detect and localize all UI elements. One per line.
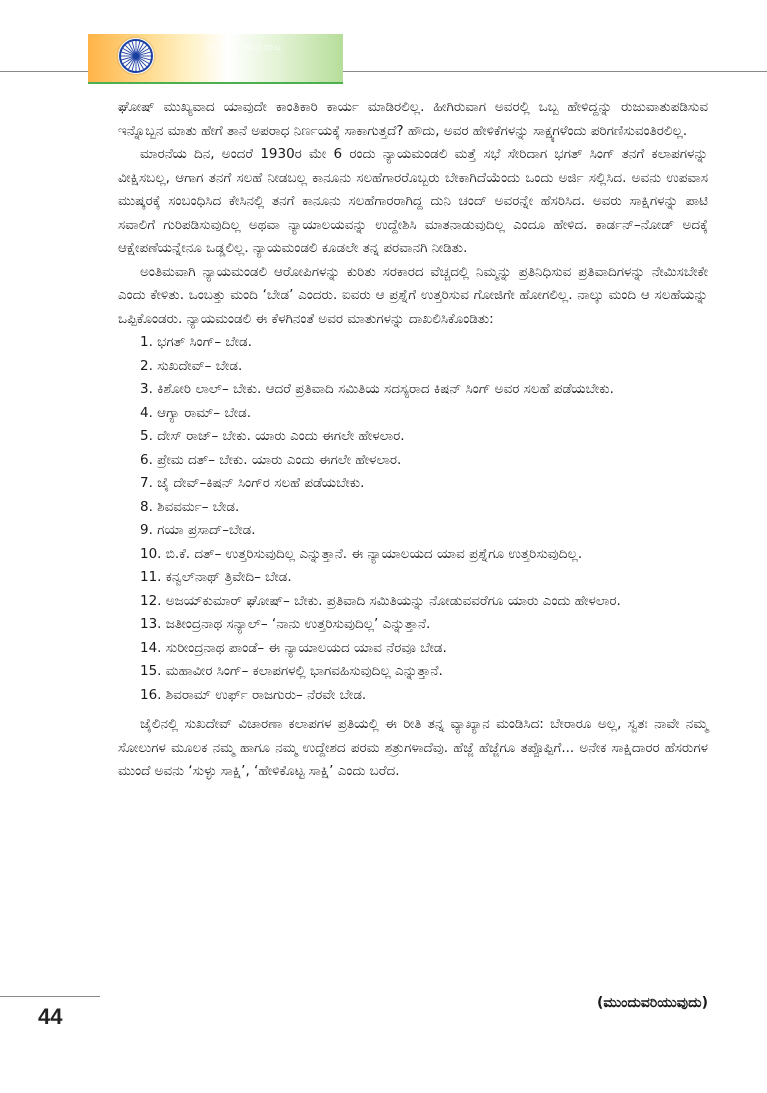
- list-item: 7. ಜೈ ದೇವ್–ಕಿಷನ್ ಸಿಂಗ್‌ರ ಸಲಹೆ ಪಡೆಯಬೇಕು.: [140, 475, 365, 491]
- list-item: 11. ಕನ್ವಲ್‌ನಾಥ್ ತ್ರಿವೇದಿ– ಬೇಡ.: [140, 569, 292, 585]
- list-item: 1. ಭಗತ್ ಸಿಂಗ್– ಬೇಡ.: [140, 334, 252, 350]
- header-ghost-title: ಸ್ವಾತಂತ್ರ್ಯ ಹೋರಾಟ: [206, 40, 283, 53]
- list-item: 3. ಕಿಶೋರಿ ಲಾಲ್– ಬೇಕು. ಆದರೆ ಪ್ರತಿವಾದಿ ಸಮಿತಿಯ ಸದಸ್ಯರಾದ ಕಿಷನ್ ಸಿಂಗ್ ಅವರ ಸಲಹೆ ಪಡೆಯಬೇಕು.: [140, 381, 614, 397]
- list-item: 12. ಅಜಯ್‌ಕುಮಾರ್ ಘೋಷ್– ಬೇಕು. ಪ್ರತಿವಾದಿ ಸಮಿತಿಯನ್ನು ನೋಡುವವರೆಗೂ ಯಾರು ಎಂದು ಹೇಳಲಾರ.: [140, 592, 621, 609]
- list-item: 9. ಗಯಾ ಪ್ರಸಾದ್–ಬೇಡ.: [140, 522, 256, 538]
- list-item: 2. ಸುಖದೇವ್– ಬೇಡ.: [140, 357, 243, 374]
- ashoka-chakra-icon: [118, 38, 154, 74]
- list-item: 13. ಜತೀಂದ್ರನಾಥ ಸನ್ಯಾಲ್– ‘ನಾನು ಉತ್ತರಿಸುವುದಿಲ್ಲ’ ಎನ್ನುತ್ತಾನೆ.: [140, 616, 431, 632]
- list-item: 10. ಬಿ.ಕೆ. ದತ್– ಉತ್ತರಿಸುವುದಿಲ್ಲ ಎನ್ನುತ್ತಾನೆ. ಈ ನ್ಯಾಯಾಲಯದ ಯಾವ ಪ್ರಶ್ನೆಗೂ ಉತ್ತರಿಸುವುದಿಲ್ಲ.: [140, 545, 583, 562]
- article-body: [118, 96, 708, 784]
- list-item: 5. ದೇಸ್ ರಾಜ್– ಬೇಕು. ಯಾರು ಎಂದು ಈಗಲೇ ಹೇಳಲಾರ.: [140, 428, 405, 444]
- list-item: 15. ಮಹಾವೀರ ಸಿಂಗ್– ಕಲಾಪಗಳಲ್ಲಿ ಭಾಗವಹಿಸುವುದಿಲ್ಲ ಎನ್ನುತ್ತಾನೆ.: [140, 663, 443, 679]
- paragraph-3: ಅಂತಿಮವಾಗಿ ನ್ಯಾಯಮಂಡಲಿ ಆರೋಪಿಗಳನ್ನು ಕುರಿತು ಸರಕಾರದ ವೆಚ್ಚದಲ್ಲಿ ನಿಮ್ಮನ್ನು ಪ್ರತಿನಿಧಿಸುವ ಪ್ರತಿವಾದಿಗಳನ್ನು ನೇಮಿಸಬೇಕೇ ಎಂದು ಕೇಳಿತು. ಒಂಬತ್ತು ಮಂದಿ ‘ಬೇಡ’ ಎಂದರು. ಐವರು ಆ ಪ್ರಶ್ನೆಗೆ ಉತ್ತರಿಸುವ ಗೋಜಿಗೇ ಹೋಗಲಿಲ್ಲ. ನಾಲ್ಕು ಮಂದಿ ಆ ಸಲಹೆಯನ್ನು ಒಪ್ಪಿಕೊಂಡರು. ನ್ಯಾಯಮಂಡಲಿ ಈ ಕೆಳಗಿನಂತೆ ಅವರ ಮಾತುಗಳನ್ನು ದಾಖಲಿಸಿಕೊಂಡಿತು:: [118, 263, 708, 327]
- list-item: 6. ಪ್ರೇಮ ದತ್– ಬೇಕು. ಯಾರು ಎಂದು ಈಗಲೇ ಹೇಳಲಾರ.: [140, 451, 402, 468]
- list-item: 14. ಸುರೀಂದ್ರನಾಥ ಪಾಂಡೆ– ಈ ನ್ಯಾಯಾಲಯದ ಯಾವ ನೆರವೂ ಬೇಡ.: [140, 639, 447, 656]
- list-item: 4. ಆಗ್ಯಾ ರಾಮ್– ಬೇಡ.: [140, 404, 252, 421]
- continued-label: (ಮುಂದುವರಿಯುವುದು): [597, 995, 708, 1011]
- list-item: 16. ಶಿವರಾಮ್ ಉರ್ಫ್ ರಾಜಗುರು– ನೆರವೇ ಬೇಡ.: [140, 686, 367, 703]
- closing-paragraph: ಜೈಲಿನಲ್ಲಿ ಸುಖದೇವ್ ವಿಚಾರಣಾ ಕಲಾಪಗಳ ಪ್ರತಿಯಲ್ಲಿ ಈ ರೀತಿ ತನ್ನ ವ್ಯಾಖ್ಯಾನ ಮಂಡಿಸಿದ: ಬೇರಾರೂ ಅಲ್ಲ, ಸ್ವತಃ ನಾವೇ ನಮ್ಮ ಸೋಲುಗಳ ಮೂಲಕ ನಮ್ಮ ಹಾಗೂ ನಮ್ಮ ಉದ್ದೇಶದ ಪರಮ ಶತ್ರುಗಳಾದೆವು. ಹೆಜ್ಜೆ ಹೆಜ್ಜೆಗೂ ತಪ್ಪೊಪ್ಪಿಗೆ... ಅನೇಕ ಸಾಕ್ಷಿದಾರರ ಹೆಸರುಗಳ ಮುಂದೆ ಅವನು ‘ಸುಳ್ಳು ಸಾಕ್ಷಿ’, ‘ಹೇಳಿಕೊಟ್ಟ ಸಾಕ್ಷಿ’ ಎಂದು ಬರೆದ.: [118, 716, 708, 779]
- accused-response-list: [118, 331, 708, 707]
- list-item: 8. ಶಿವವರ್ಮ– ಬೇಡ.: [140, 498, 240, 515]
- footer-rule: [0, 996, 100, 997]
- paragraph-1: ಘೋಷ್ ಮುಖ್ಯವಾದ ಯಾವುದೇ ಕಾಂತಿಕಾರಿ ಕಾರ್ಯ ಮಾಡಿರಲಿಲ್ಲ. ಹೀಗಿರುವಾಗ ಅವರಲ್ಲಿ ಒಬ್ಬ ಹೇಳಿದ್ದನ್ನು ರುಜುವಾತುಪಡಿಸುವ ಇನ್ನೊಬ್ಬನ ಮಾತು ಹೇಗೆ ತಾನೆ ಅಪರಾಧ ನಿರ್ಣಯಕ್ಕೆ ಸಾಕಾಗುತ್ತದೆ? ಹೌದು, ಅವರ ಹೇಳಿಕೆಗಳನ್ನು ಸಾಕ್ಷ್ಯಗಳೆಂದು ಪರಿಗಣಿಸುವಂತಿರಲಿಲ್ಲ.: [118, 99, 708, 139]
- paragraph-2: ಮಾರನೆಯ ದಿನ, ಅಂದರೆ 1930ರ ಮೇ 6 ರಂದು ನ್ಯಾಯಮಂಡಲಿ ಮತ್ತೆ ಸಭೆ ಸೇರಿದಾಗ ಭಗತ್ ಸಿಂಗ್ ತನಗೆ ಕಲಾಪಗಳನ್ನು ವೀಕ್ಷಿಸಬಲ್ಲ, ಆಗಾಗ ತನಗೆ ಸಲಹೆ ನೀಡಬಲ್ಲ ಕಾನೂನು ಸಲಹೆಗಾರರೊಬ್ಬರು ಬೇಕಾಗಿದೆಯೆಂದು ಒಂದು ಅರ್ಜಿ ಸಲ್ಲಿಸಿದ. ಅವನು ಉಪವಾಸ ಮುಷ್ಕರಕ್ಕೆ ಸಂಬಂಧಿಸಿದ ಕೇಸಿನಲ್ಲಿ ತನಗೆ ಕಾನೂನು ಸಲಹೆಗಾರರಾಗಿದ್ದ ದುನಿ ಚಂದ್ ಅವರನ್ನೇ ಹೆಸರಿಸಿದ. ಅವರು ಸಾಕ್ಷಿಗಳನ್ನು ಪಾಟಿ ಸವಾಲಿಗೆ ಗುರಿಪಡಿಸುವುದಿಲ್ಲ ಅಥವಾ ನ್ಯಾಯಾಲಯವನ್ನು ಉದ್ದೇಶಿಸಿ ಮಾತನಾಡುವುದಿಲ್ಲ ಎಂದೂ ಹೇಳಿದ. ಕಾರ್ಡನ್–ನೋಡ್ ಅದಕ್ಕೆ ಆಕ್ಷೇಪಣೆಯನ್ನೇನೂ ಒಡ್ಡಲಿಲ್ಲ. ನ್ಯಾಯಮಂಡಲಿ ಕೂಡಲೇ ತನ್ನ ಪರವಾನಗಿ ನೀಡಿತು.: [118, 146, 708, 256]
- page-number: 44: [38, 1004, 63, 1029]
